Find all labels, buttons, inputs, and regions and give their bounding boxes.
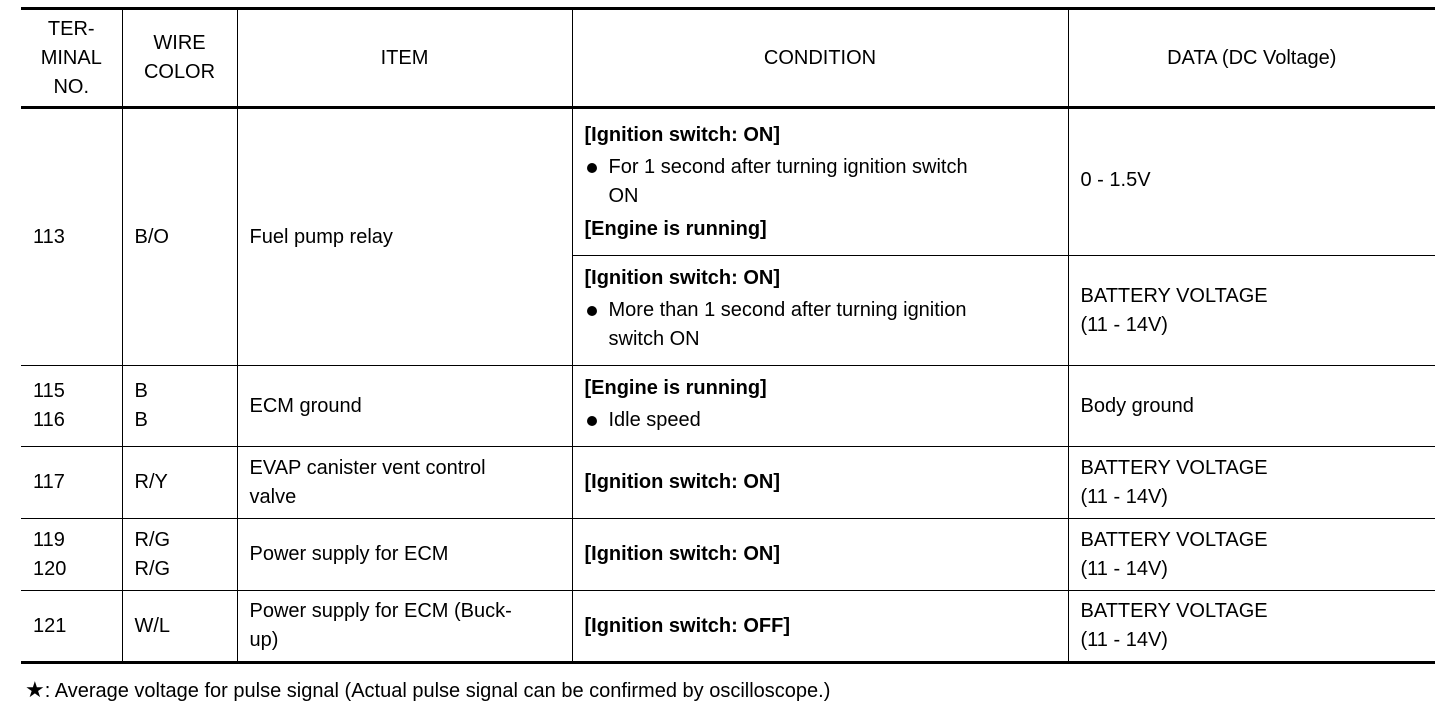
header-terminal-line: TER- — [47, 17, 95, 40]
header-wire-line: COLOR — [143, 61, 216, 83]
bullet-icon — [587, 163, 597, 173]
table-row — [21, 447, 1435, 519]
header-data: DATA (DC Voltage) — [1068, 9, 1435, 108]
item — [237, 591, 572, 663]
wire-color — [122, 366, 237, 447]
bullet-text: switch ON — [608, 327, 700, 350]
item — [237, 447, 572, 519]
condition-heading: [Ignition switch: OFF] — [584, 614, 791, 637]
data-text: BATTERY VOLTAGE — [1080, 528, 1268, 551]
header-item: ITEM — [237, 9, 572, 108]
data-text: (11 - 14V) — [1080, 485, 1168, 508]
item-text: up) — [249, 629, 279, 651]
header-row — [21, 9, 1435, 108]
item: Fuel pump relay — [237, 108, 572, 366]
data-value — [1068, 108, 1435, 256]
header-terminal-no — [21, 9, 122, 108]
terminal-no: 117 — [21, 447, 122, 519]
bullet-text: More than 1 second after turning ignition — [608, 298, 967, 321]
data-text: BATTERY VOLTAGE — [1080, 456, 1268, 479]
condition-heading: [Ignition switch: ON] — [584, 471, 781, 493]
condition — [572, 366, 1068, 447]
data-text: (11 - 14V) — [1080, 557, 1168, 580]
data-text: (11 - 14V) — [1080, 313, 1168, 336]
condition-bullet — [585, 153, 1056, 211]
bullet-icon — [587, 416, 597, 426]
table-row — [21, 591, 1435, 663]
data-value — [1068, 447, 1435, 519]
item: ECM ground — [237, 366, 572, 447]
data-text: BATTERY VOLTAGE — [1080, 284, 1268, 307]
data-value — [1068, 256, 1435, 366]
condition — [572, 447, 1068, 519]
terminal-text: 116 — [33, 409, 65, 431]
data-text: BATTERY VOLTAGE — [1080, 600, 1268, 622]
table-row — [21, 519, 1435, 591]
wire-text: B — [134, 380, 148, 402]
bullet-text: Idle speed — [608, 408, 701, 431]
condition-heading: [Ignition switch: ON] — [584, 123, 781, 146]
data-value — [1068, 519, 1435, 591]
item-text: EVAP canister vent control — [249, 456, 486, 479]
condition — [572, 519, 1068, 591]
bullet-text: For 1 second after turning ignition switch — [608, 155, 968, 178]
bullet-text: ON — [608, 184, 639, 207]
wire-text: R/G — [134, 528, 171, 551]
item-text: valve — [249, 485, 297, 508]
condition — [572, 591, 1068, 663]
wire-color: B/O — [122, 108, 237, 366]
header-terminal-line: MINAL — [40, 46, 102, 69]
terminal-no — [21, 519, 122, 591]
terminal-text: 115 — [33, 380, 65, 402]
footnote-text: : Average voltage for pulse signal (Actual pulse signal can be confirmed by oscilloscope.) — [44, 680, 831, 702]
data-text: (11 - 14V) — [1080, 629, 1168, 651]
condition-bullet — [585, 296, 1056, 354]
wire-color — [122, 519, 237, 591]
condition — [572, 108, 1068, 256]
condition-heading: [Engine is running] — [584, 376, 767, 399]
bullet-icon — [587, 306, 597, 316]
condition — [572, 256, 1068, 366]
star-icon: ★ — [25, 677, 45, 702]
terminal-no: 113 — [21, 108, 122, 366]
terminal-text: 119 — [33, 528, 65, 551]
data-text: 0 - 1.5V — [1080, 169, 1151, 191]
table-row — [21, 108, 1435, 256]
data-value: Body ground — [1068, 366, 1435, 447]
wire-color: W/L — [122, 591, 237, 663]
wire-text: B — [134, 409, 148, 431]
condition-heading: [Ignition switch: ON] — [584, 543, 781, 565]
terminal-text: 120 — [33, 557, 67, 580]
header-condition: CONDITION — [572, 9, 1068, 108]
header-wire-line: WIRE — [153, 32, 206, 54]
terminal-no: 121 — [21, 591, 122, 663]
data-value — [1068, 591, 1435, 663]
header-terminal-line: NO. — [53, 75, 90, 98]
wire-text: R/G — [134, 557, 171, 580]
item: Power supply for ECM — [237, 519, 572, 591]
footnote — [25, 676, 830, 705]
condition-heading: [Ignition switch: ON] — [584, 266, 781, 289]
item-text: Power supply for ECM (Buck- — [249, 600, 512, 622]
terminal-no — [21, 366, 122, 447]
condition-bullet — [585, 406, 1056, 435]
ecm-terminal-table — [21, 7, 1435, 664]
wire-color: R/Y — [122, 447, 237, 519]
header-wire-color — [122, 9, 237, 108]
table-row — [21, 366, 1435, 447]
condition-heading: [Engine is running] — [584, 217, 767, 240]
